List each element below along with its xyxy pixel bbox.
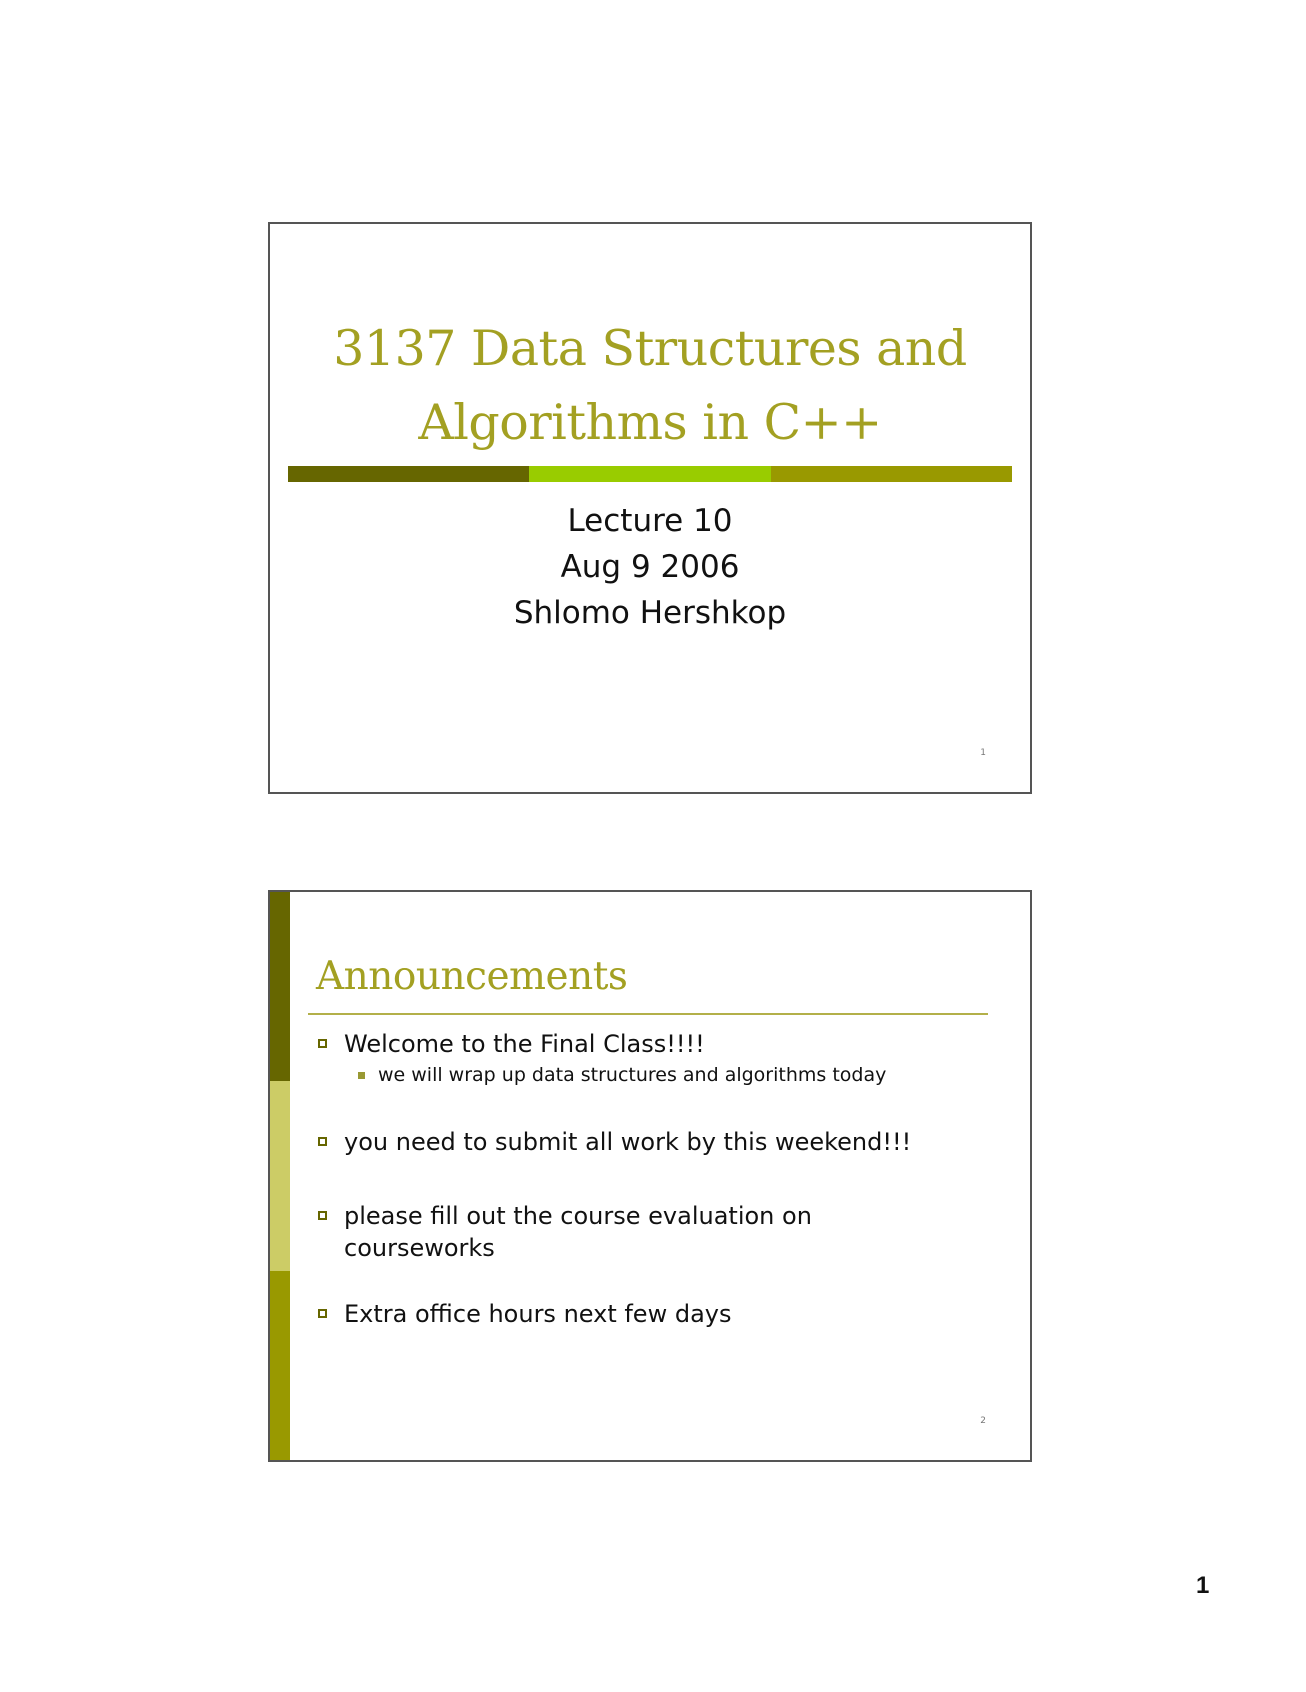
title-underline: [308, 1013, 988, 1015]
sidebar-segment-dark: [270, 892, 290, 1081]
slide-1-subtitle: [270, 498, 1030, 636]
sidebar-segment-olive: [270, 1271, 290, 1460]
sub-bullet-text: we will wrap up data structures and algorithms today: [378, 1064, 887, 1086]
slide-1-title-line-1: 3137 Data Structures and: [333, 320, 967, 377]
slide-1-title-line-2: Algorithms in C++: [418, 394, 882, 451]
square-bullet-icon: [318, 1137, 327, 1146]
accent-bar-segment-olive: [771, 466, 1012, 482]
slide-2-title: Announcements: [316, 954, 628, 999]
subtitle-author: Shlomo Hershkop: [513, 595, 787, 631]
bullet-text: you need to submit all work by this weekend!!!: [344, 1128, 912, 1156]
bullet-text: please fill out the course evaluation on courseworks: [344, 1202, 812, 1262]
bullet-text: Extra office hours next few days: [344, 1300, 732, 1328]
slide-2: [268, 890, 1032, 1462]
subtitle-date: Aug 9 2006: [560, 549, 740, 585]
slide-2-number: 2: [980, 1416, 986, 1426]
bullet-text: Welcome to the Final Class!!!!: [344, 1030, 705, 1058]
page-number: 1: [1196, 1572, 1210, 1599]
square-bullet-icon: [318, 1211, 327, 1220]
accent-bar-segment-dark: [288, 466, 529, 482]
bullet-item: [316, 1028, 996, 1060]
subtitle-lecture: Lecture 10: [567, 503, 733, 539]
square-bullet-icon: [318, 1039, 327, 1048]
slide-2-sidebar: [270, 892, 290, 1460]
sub-bullet-item: [352, 1062, 992, 1088]
accent-bar-segment-lime: [529, 466, 770, 482]
slide-1: [268, 222, 1032, 794]
bullet-item: [316, 1200, 996, 1264]
slide-1-number: 1: [980, 748, 986, 758]
bullet-item: [316, 1126, 996, 1158]
sidebar-segment-light: [270, 1081, 290, 1270]
square-bullet-icon: [318, 1309, 327, 1318]
title-accent-bar: [288, 466, 1012, 482]
bullet-item: [316, 1298, 996, 1330]
slide-1-title: [270, 312, 1030, 460]
filled-square-bullet-icon: [358, 1072, 365, 1079]
